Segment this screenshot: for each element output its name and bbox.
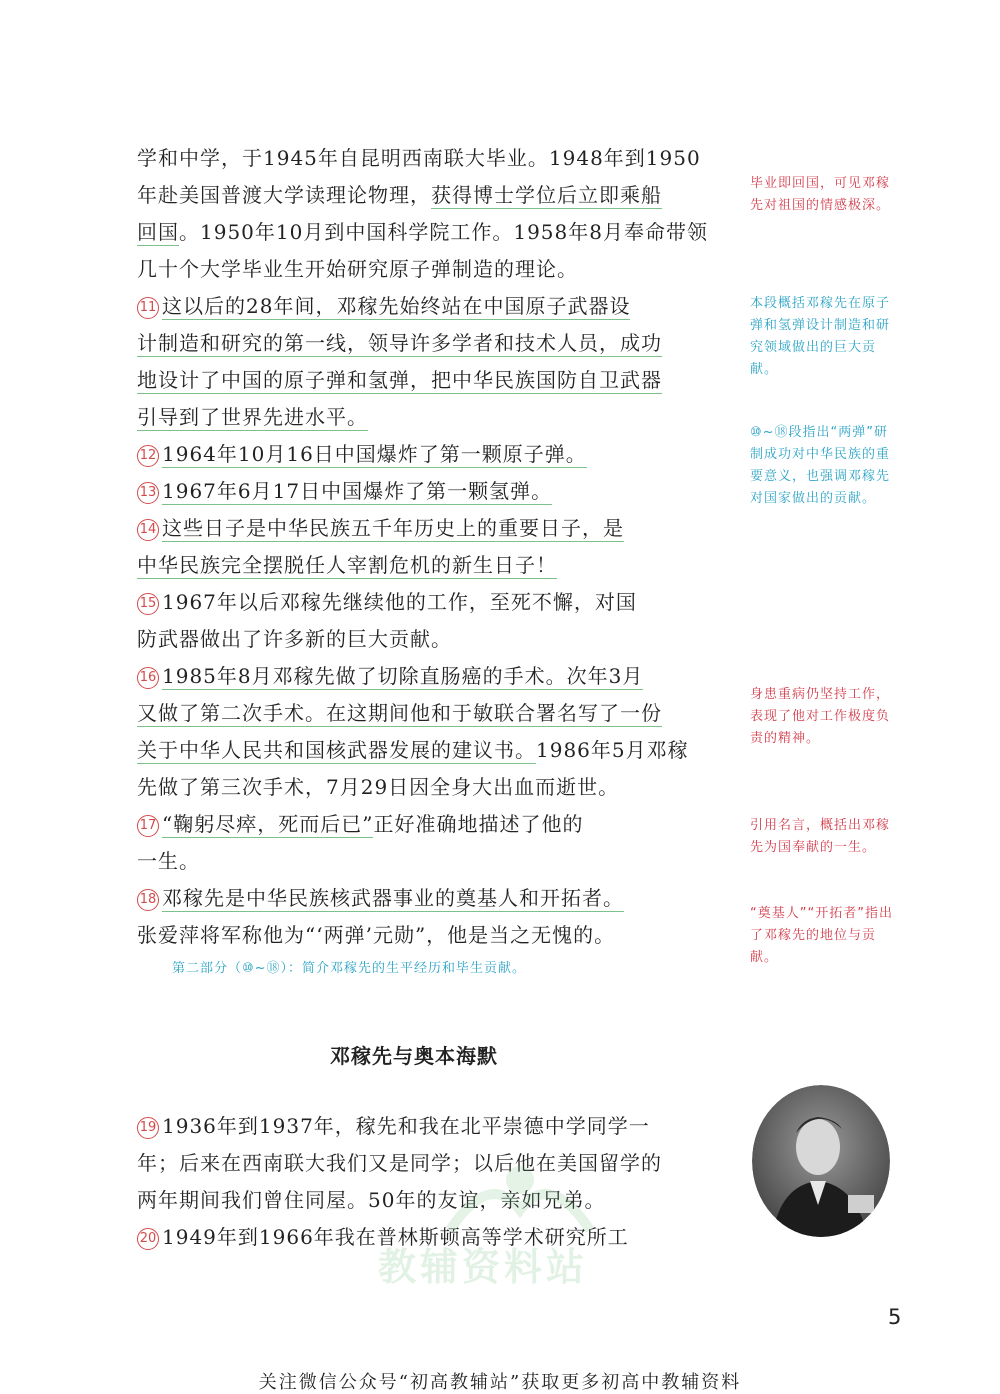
paragraph-number: 12 xyxy=(137,445,159,467)
text-line xyxy=(137,403,368,431)
text-line xyxy=(137,662,643,690)
underlined-text: 邓稼先是中华民族核武器事业的奠基人和开拓者。 xyxy=(162,886,624,910)
underlined-text: 中华民族完全摆脱任人宰割危机的新生日子！ xyxy=(137,553,557,577)
paragraph-number: 15 xyxy=(137,593,159,615)
margin-note: 本段概括邓稼先在原子弹和氢弹设计制造和研究领域做出的巨大贡献。 xyxy=(750,296,891,377)
text-line xyxy=(137,551,557,579)
underlined-text: 关于中华人民共和国核武器发展的建议书。 xyxy=(137,738,536,762)
text-segment: 防武器做出了许多新的巨大贡献。 xyxy=(137,627,452,651)
underlined-text: 这些日子是中华民族五千年历史上的重要日子，是 xyxy=(162,516,624,540)
margin-note: 引用名言，概括出邓稼先为国奉献的一生。 xyxy=(750,818,891,855)
underlined-text: 这以后的28年间，邓稼先始终站在中国原子武器设 xyxy=(162,294,631,318)
paragraph-number: 20 xyxy=(137,1228,159,1250)
text-line xyxy=(137,366,662,394)
underlined-text: 1967年6月17日中国爆炸了第一颗氢弹。 xyxy=(162,479,553,503)
text-line xyxy=(137,440,587,468)
footer-note: 关注微信公众号“初高教辅站”获取更多初高中教辅资料 xyxy=(258,1372,742,1393)
text-segment: 年赴美国普渡大学读理论物理， xyxy=(137,183,431,207)
text-line xyxy=(137,477,552,505)
text-line xyxy=(137,514,624,542)
text-line xyxy=(137,921,615,949)
text-segment: 先做了第三次手术，7月29日因全身大出血而逝世。 xyxy=(137,775,620,799)
text-line xyxy=(137,255,578,283)
text-line xyxy=(137,699,662,727)
section-title: 邓稼先与奥本海默 xyxy=(330,1044,498,1068)
text-line xyxy=(137,736,689,764)
watermark-text: 教辅资料站 xyxy=(378,1245,589,1289)
underlined-text: 引导到了世界先进水平。 xyxy=(137,405,368,429)
text-line xyxy=(137,625,452,653)
paragraph-number: 19 xyxy=(137,1117,159,1139)
text-segment: 两年期间我们曾住同屋。50年的友谊，亲如兄弟。 xyxy=(137,1188,606,1212)
paragraph-number: 14 xyxy=(137,519,159,541)
text-segment: 1936年到1937年，稼先和我在北平崇德中学同学一 xyxy=(162,1114,650,1138)
text-line xyxy=(137,329,662,357)
text-line xyxy=(137,292,630,320)
oppenheimer-portrait xyxy=(752,1085,890,1237)
text-line xyxy=(137,588,637,616)
margin-note: ⑩~⑱段指出“两弹”研制成功对中华民族的重要意义，也强调邓稼先对国家做出的贡献。 xyxy=(750,425,891,506)
part-summary: 第二部分（⑩~⑱）：简介邓稼先的生平经历和毕生贡献。 xyxy=(172,961,527,976)
page-number: 5 xyxy=(888,1305,902,1329)
paragraph-number: 16 xyxy=(137,667,159,689)
text-line xyxy=(137,884,624,912)
text-line xyxy=(137,810,583,838)
underlined-text: 1964年10月16日中国爆炸了第一颗原子弹。 xyxy=(162,442,587,466)
paragraph-number: 13 xyxy=(137,482,159,504)
text-line xyxy=(137,144,701,172)
text-segment: 学和中学，于1945年自昆明西南联大毕业。1948年到1950 xyxy=(137,146,701,170)
underlined-text: “鞠躬尽瘁，死而后已” xyxy=(162,812,374,836)
underlined-text: 地设计了中国的原子弹和氢弹，把中华民族国防自卫武器 xyxy=(137,368,662,392)
text-segment: 正好准确地描述了他的 xyxy=(373,812,584,836)
text-line xyxy=(137,1112,650,1140)
underlined-text: 1985年8月邓稼先做了切除直肠癌的手术。次年3月 xyxy=(162,664,644,688)
text-segment: 年；后来在西南联大我们又是同学；以后他在美国留学的 xyxy=(137,1151,662,1175)
text-segment: 1967年以后邓稼先继续他的工作，至死不懈，对国 xyxy=(162,590,637,614)
margin-note: 身患重病仍坚持工作，表现了他对工作极度负责的精神。 xyxy=(750,687,891,746)
paragraph-number: 11 xyxy=(137,297,159,319)
margin-note: “奠基人”“开拓者”指出了邓稼先的地位与贡献。 xyxy=(750,906,893,965)
text-line xyxy=(137,218,708,246)
underlined-text: 计制造和研究的第一线，领导许多学者和技术人员，成功 xyxy=(137,331,662,355)
text-segment: 1986年5月邓稼 xyxy=(536,738,689,762)
paragraph-number: 17 xyxy=(137,815,159,837)
underlined-text: 回国 xyxy=(137,220,179,244)
underlined-text: 又做了第二次手术。在这期间他和于敏联合署名写了一份 xyxy=(137,701,662,725)
text-segment: 张爱萍将军称他为“‘两弹’元勋”，他是当之无愧的。 xyxy=(137,923,616,947)
text-segment: 几十个大学毕业生开始研究原子弹制造的理论。 xyxy=(137,257,578,281)
text-segment: 1949年到1966年我在普林斯顿高等学术研究所工 xyxy=(162,1225,629,1249)
margin-note: 毕业即回国，可见邓稼先对祖国的情感极深。 xyxy=(750,176,891,213)
text-segment: 一生。 xyxy=(137,849,200,873)
underlined-text: 获得博士学位后立即乘船 xyxy=(431,183,662,207)
text-line xyxy=(137,773,619,801)
watermark-logo xyxy=(430,1150,610,1240)
text-line xyxy=(137,181,662,209)
paragraph-number: 18 xyxy=(137,889,159,911)
text-segment: 。1950年10月到中国科学院工作。1958年8月奉命带领 xyxy=(179,220,708,244)
text-line xyxy=(137,847,200,875)
